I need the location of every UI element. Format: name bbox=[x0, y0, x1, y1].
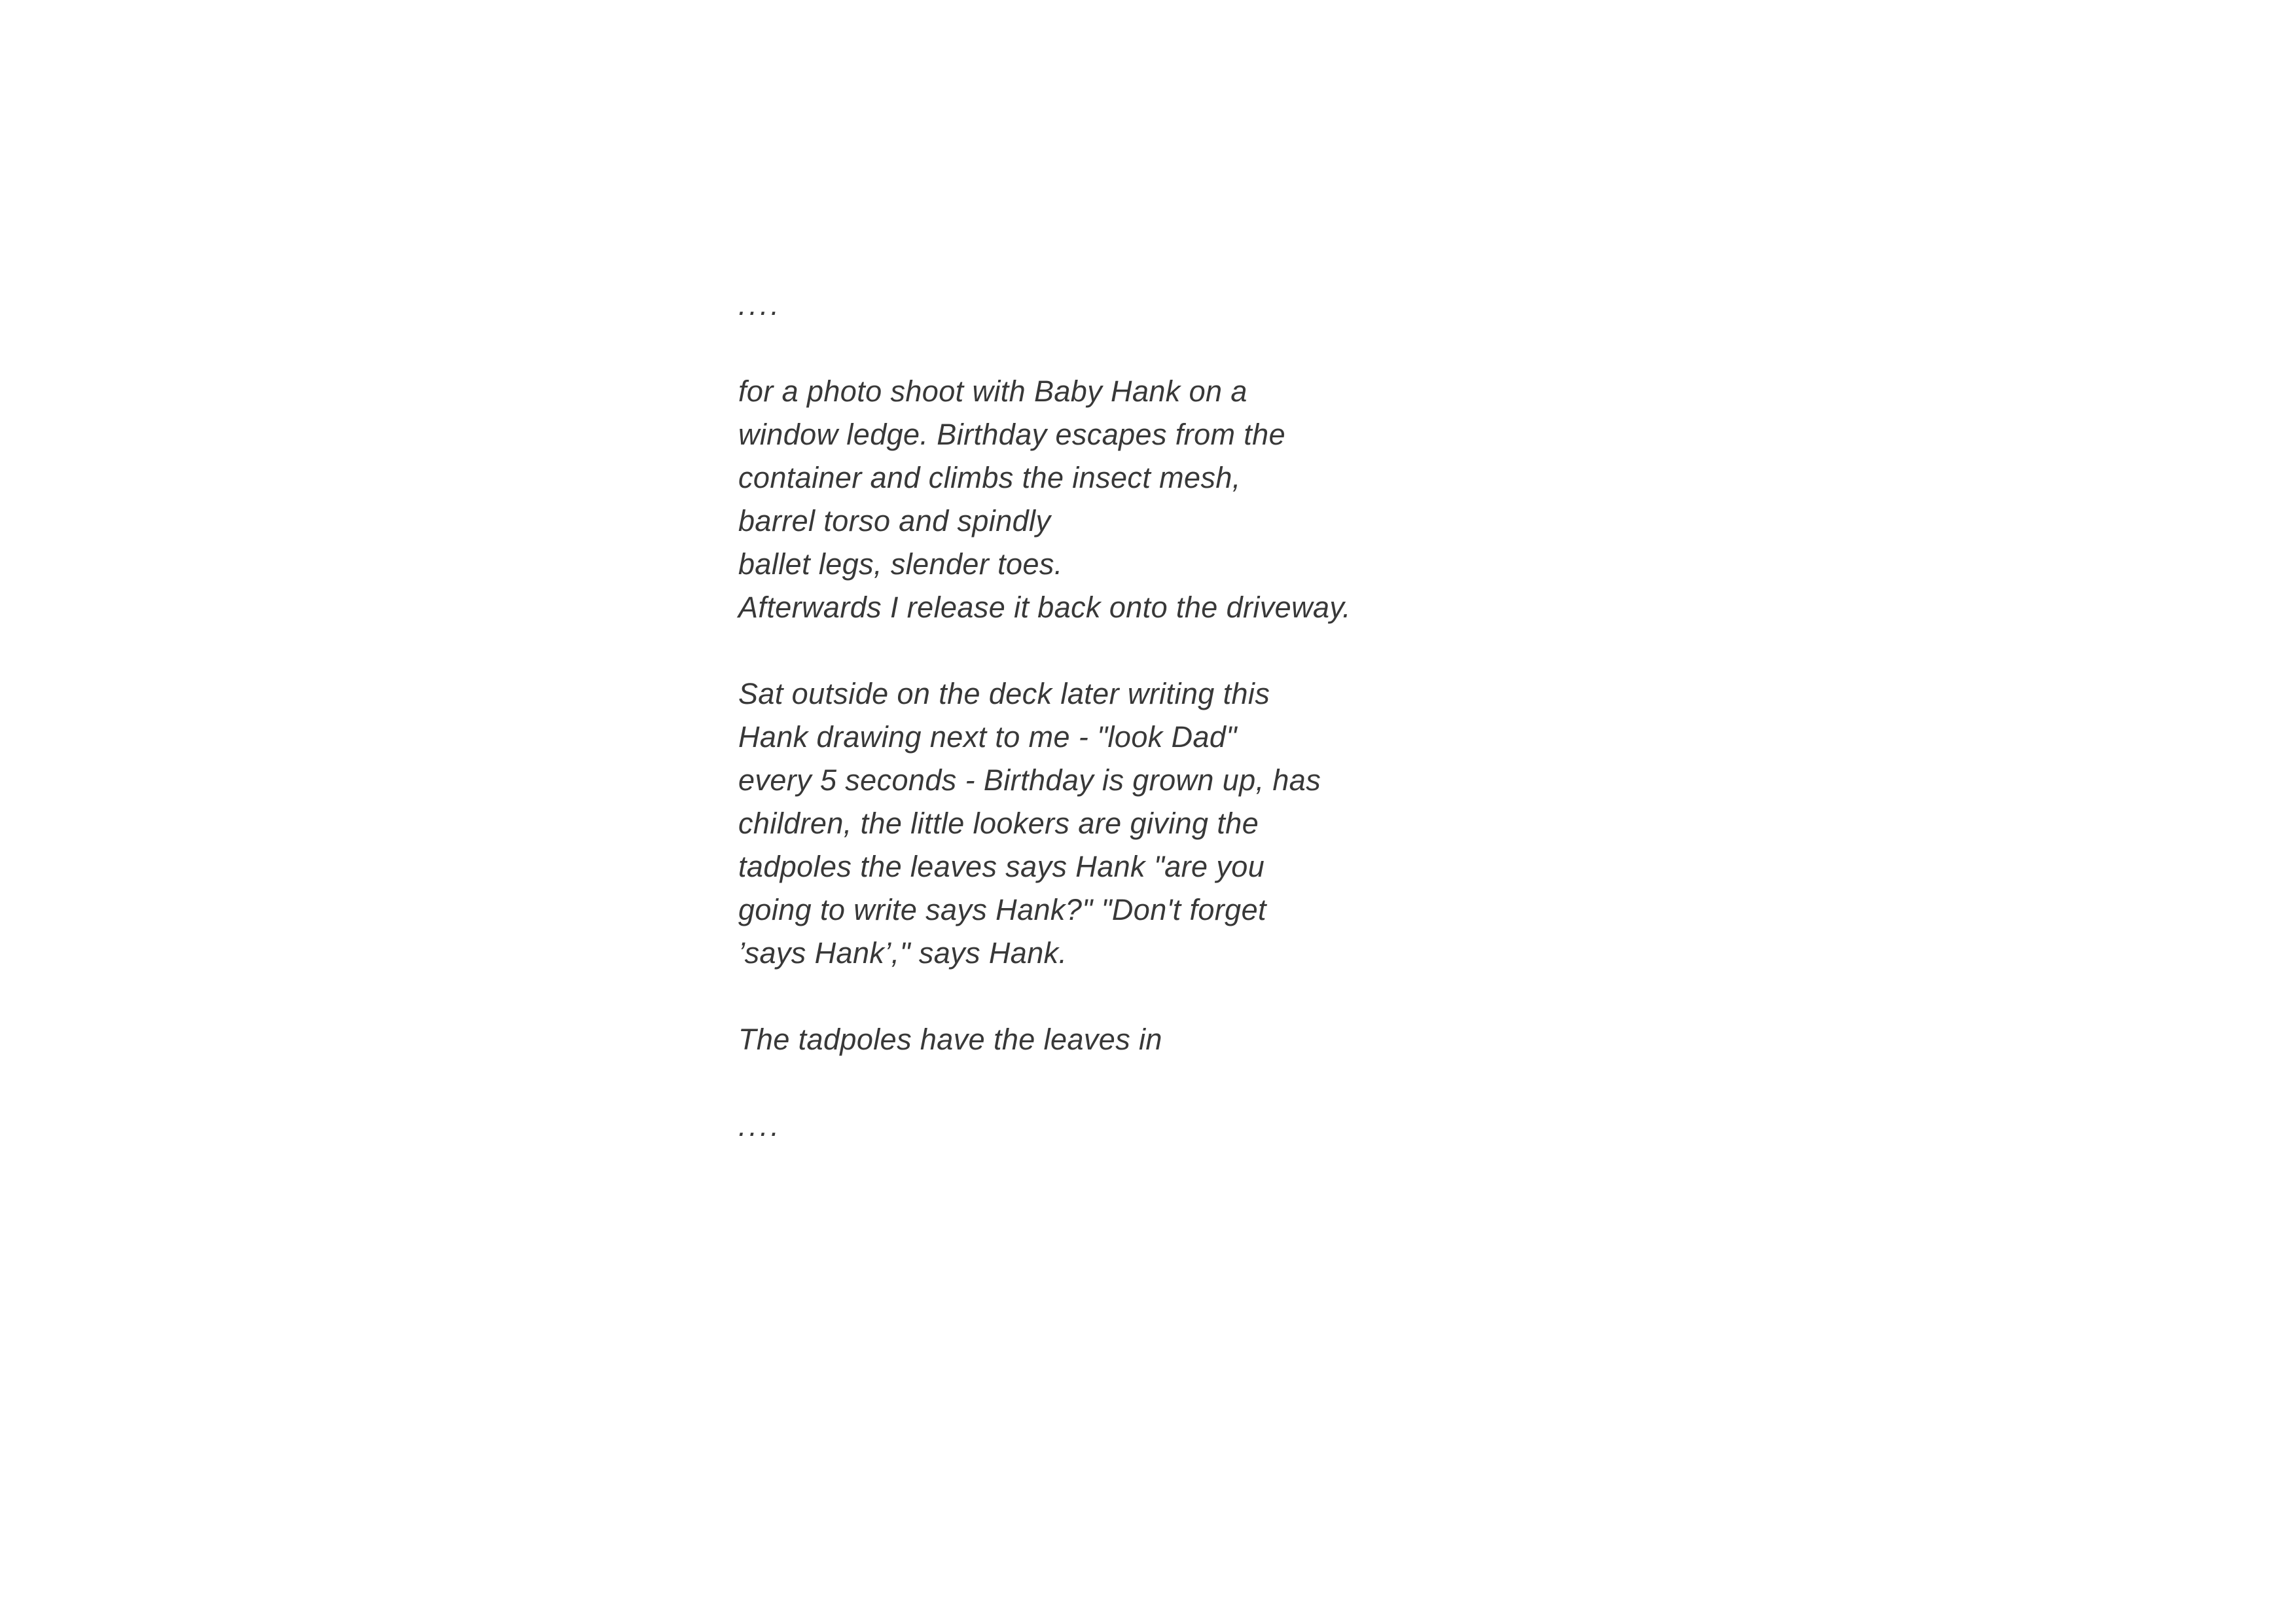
text-line: ballet legs, slender toes. bbox=[738, 547, 1063, 581]
paragraph-tadpoles bbox=[738, 1018, 1491, 1061]
ellipsis-top bbox=[738, 283, 1491, 327]
text-line: every 5 seconds - Birthday is grown up, has bbox=[738, 763, 1321, 797]
paragraph-photo-shoot bbox=[738, 370, 1491, 629]
text-line: ’says Hank’," says Hank. bbox=[738, 936, 1067, 970]
text-line: tadpoles the leaves says Hank "are you bbox=[738, 850, 1265, 883]
paragraph-deck-writing bbox=[738, 672, 1491, 975]
text-line: The tadpoles have the leaves in bbox=[738, 1023, 1162, 1056]
text-line: Sat outside on the deck later writing this bbox=[738, 677, 1270, 710]
text-line: children, the little lookers are giving the bbox=[738, 807, 1259, 840]
text-line: window ledge. Birthday escapes from the bbox=[738, 418, 1286, 451]
ellipsis-bottom-line: .... bbox=[738, 1109, 782, 1142]
ellipsis-top-line: .... bbox=[738, 288, 782, 321]
text-line: for a photo shoot with Baby Hank on a bbox=[738, 374, 1247, 408]
ellipsis-bottom bbox=[738, 1104, 1491, 1148]
text-line: Afterwards I release it back onto the driveway. bbox=[738, 591, 1351, 624]
journal-text-block bbox=[738, 283, 1491, 1148]
text-line: container and climbs the insect mesh, bbox=[738, 461, 1241, 494]
text-line: Hank drawing next to me - "look Dad" bbox=[738, 720, 1237, 754]
text-line: going to write says Hank?" "Don't forget bbox=[738, 893, 1266, 926]
text-line: barrel torso and spindly bbox=[738, 504, 1051, 538]
